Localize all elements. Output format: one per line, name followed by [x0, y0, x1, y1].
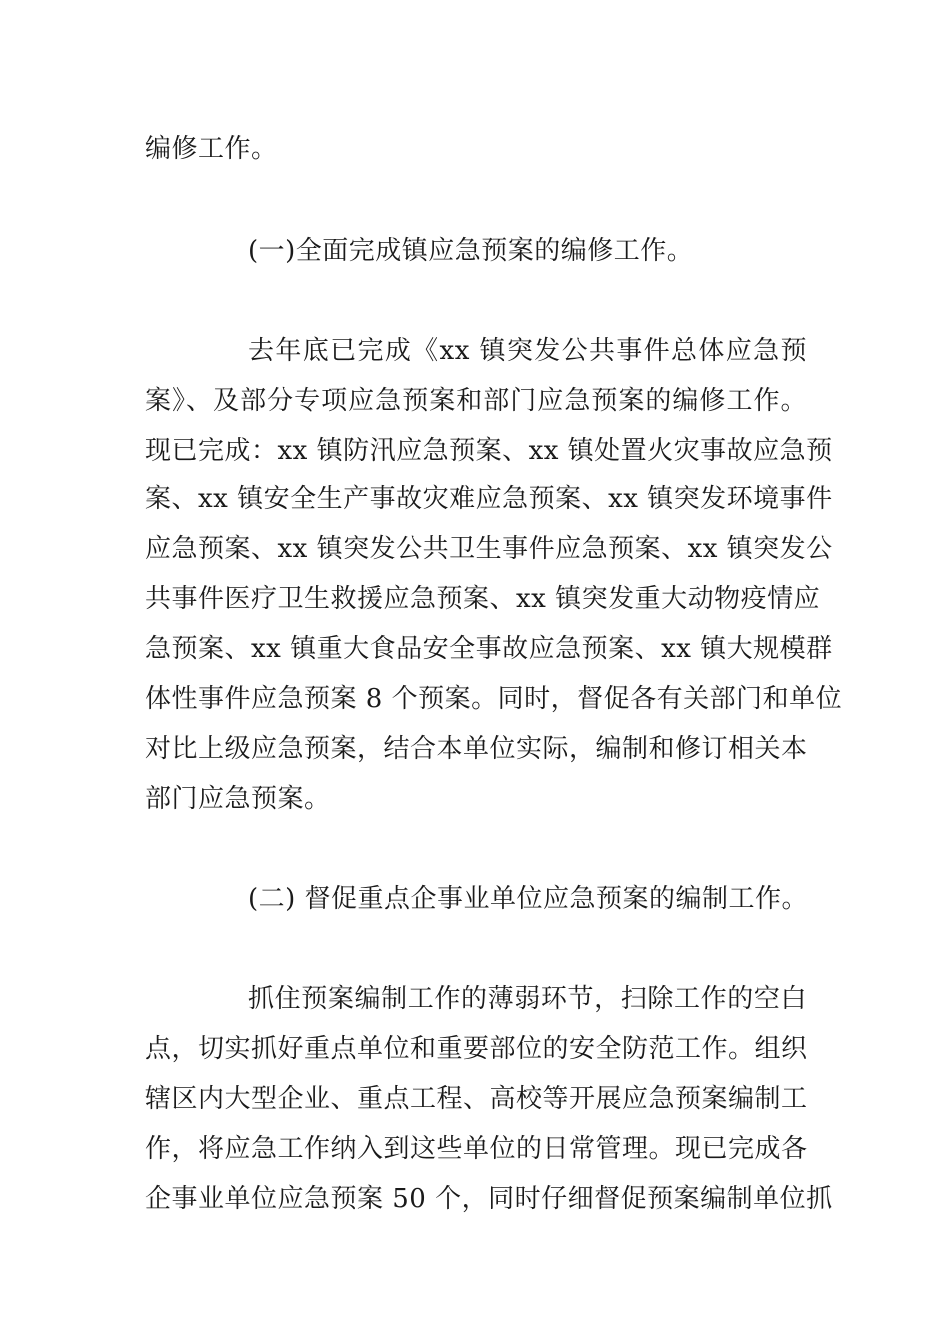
paragraph-line: 作，将应急工作纳入到这些单位的日常管理。现已完成各	[145, 1134, 808, 1164]
paragraph-line: 部门应急预案。	[145, 784, 331, 814]
section-heading-2: (二) 督促重点企事业单位应急预案的编制工作。	[248, 884, 809, 914]
paragraph-line: 体性事件应急预案 8 个预案。同时，督促各有关部门和单位	[145, 684, 843, 714]
paragraph-line: 企事业单位应急预案 50 个，同时仔细督促预案编制单位抓	[145, 1184, 833, 1214]
paragraph-line: 辖区内大型企业、重点工程、高校等开展应急预案编制工	[145, 1084, 808, 1114]
paragraph-line: 应急预案、xx 镇突发公共卫生事件应急预案、xx 镇突发公	[145, 534, 833, 564]
paragraph-line: 现已完成：xx 镇防汛应急预案、xx 镇处置火灾事故应急预	[145, 436, 833, 466]
paragraph-line: 抓住预案编制工作的薄弱环节，扫除工作的空白	[248, 984, 807, 1014]
paragraph-line: 去年底已完成《xx 镇突发公共事件总体应急预	[248, 336, 807, 366]
section-heading-1: (一)全面完成镇应急预案的编修工作。	[248, 236, 694, 266]
paragraph-line: 案》、及部分专项应急预案和部门应急预案的编修工作。	[145, 386, 807, 416]
paragraph-line: 案、xx 镇安全生产事故灾难应急预案、xx 镇突发环境事件	[145, 484, 833, 514]
paragraph-line: 急预案、xx 镇重大食品安全事故应急预案、xx 镇大规模群	[145, 634, 833, 664]
paragraph-line: 编修工作。	[145, 134, 278, 164]
paragraph-line: 共事件医疗卫生救援应急预案、xx 镇突发重大动物疫情应	[145, 584, 821, 614]
paragraph-line: 点，切实抓好重点单位和重要部位的安全防范工作。组织	[145, 1034, 808, 1064]
paragraph-line: 对比上级应急预案，结合本单位实际，编制和修订相关本	[145, 734, 808, 764]
